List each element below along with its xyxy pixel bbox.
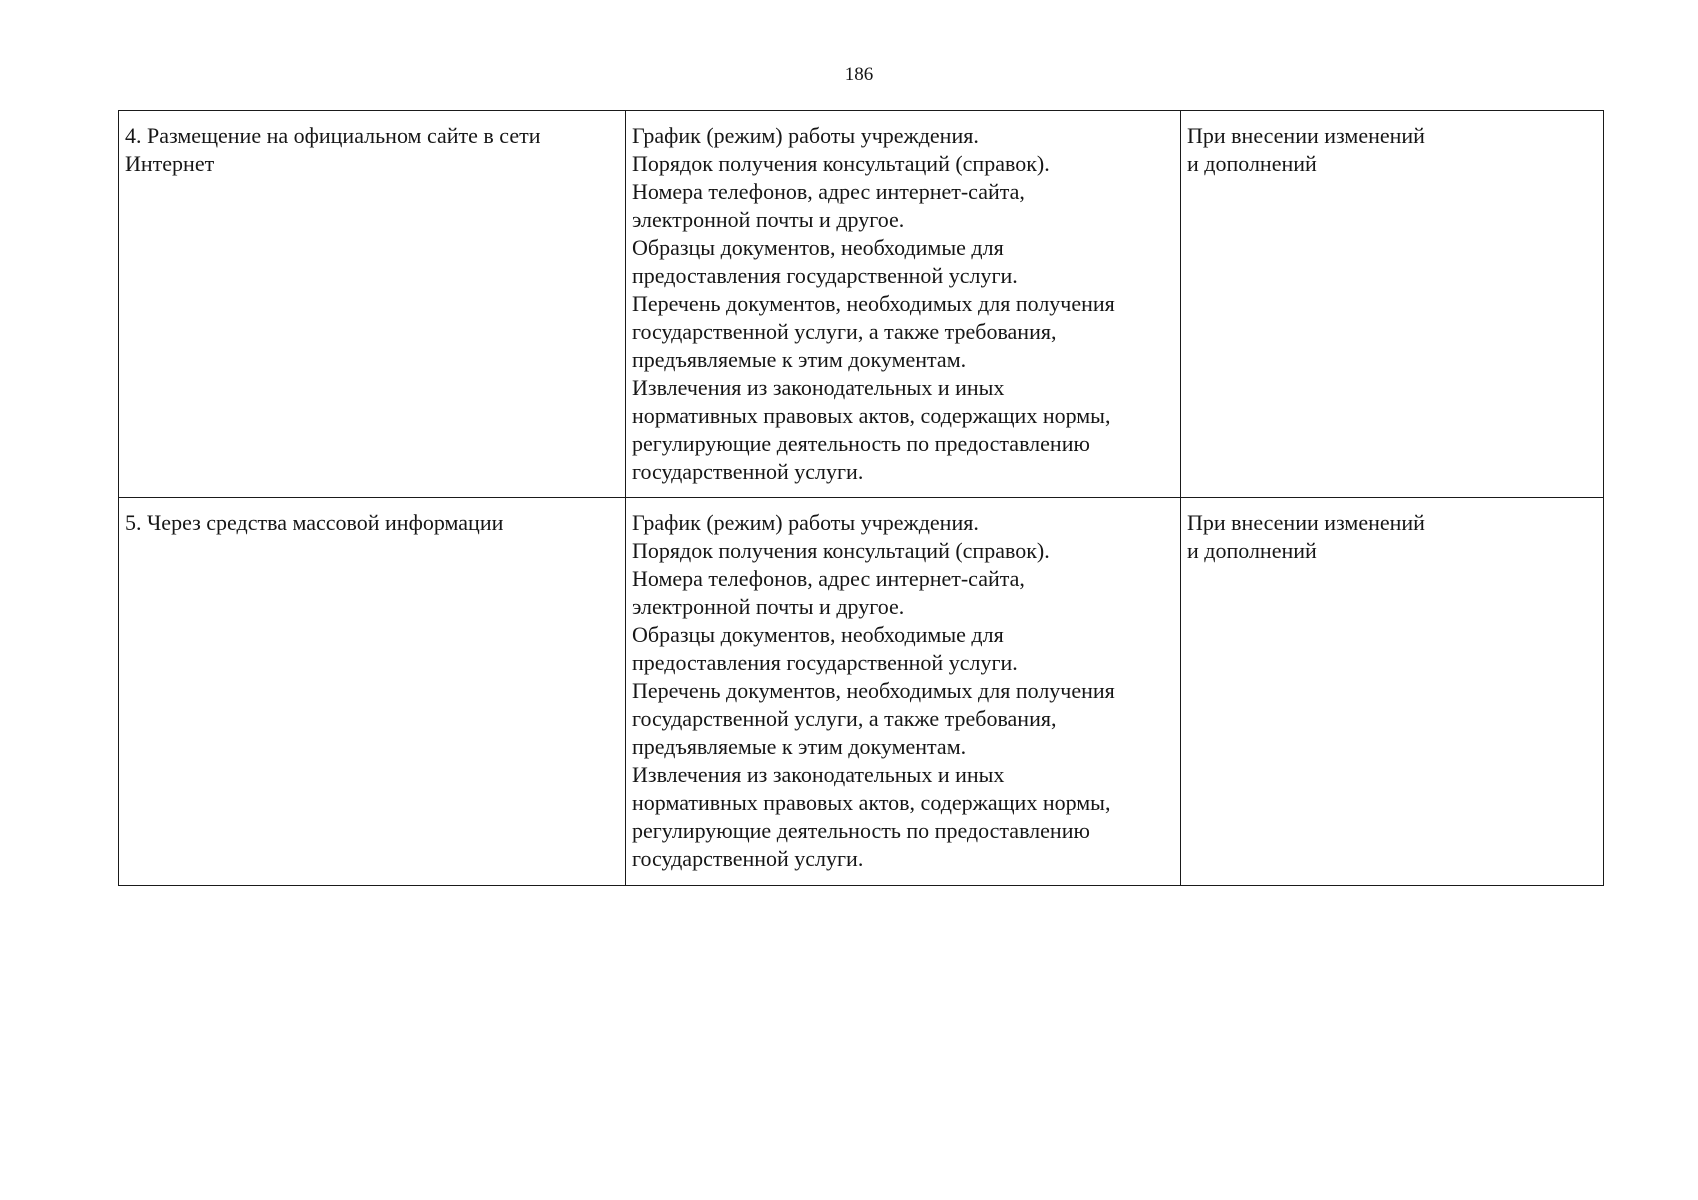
content-line: государственной услуги. — [632, 459, 864, 484]
content-line: государственной услуги, а также требования, — [632, 706, 1057, 731]
content-line: предоставления государственной услуги. — [632, 263, 1018, 288]
frequency-line: При внесении изменений — [1187, 123, 1425, 148]
content-line: нормативных правовых актов, содержащих нормы, — [632, 403, 1111, 428]
method-line: Интернет — [125, 151, 215, 176]
frequency-line: и дополнений — [1187, 151, 1317, 176]
content-cell — [626, 498, 1181, 886]
content-line: предъявляемые к этим документам. — [632, 734, 967, 759]
content-line: регулирующие деятельность по предоставлению — [632, 431, 1090, 456]
content-line: Порядок получения консультаций (справок). — [632, 151, 1050, 176]
method-cell — [119, 498, 626, 886]
content-line: электронной почты и другое. — [632, 207, 905, 232]
content-line: предъявляемые к этим документам. — [632, 347, 967, 372]
content-line: Перечень документов, необходимых для получения — [632, 678, 1115, 703]
page-number: 186 — [844, 64, 874, 85]
content-line: Номера телефонов, адрес интернет-сайта, — [632, 179, 1025, 204]
content-line: Порядок получения консультаций (справок). — [632, 538, 1050, 563]
method-line: 5. Через средства массовой информации — [125, 510, 504, 535]
content-line: электронной почты и другое. — [632, 594, 905, 619]
frequency-line: и дополнений — [1187, 538, 1317, 563]
content-line: Номера телефонов, адрес интернет-сайта, — [632, 566, 1025, 591]
content-line: государственной услуги, а также требования, — [632, 319, 1057, 344]
content-line: Извлечения из законодательных и иных — [632, 375, 1005, 400]
content-line: Перечень документов, необходимых для получения — [632, 291, 1115, 316]
content-line: График (режим) работы учреждения. — [632, 510, 979, 535]
frequency-cell — [1181, 111, 1604, 498]
frequency-cell — [1181, 498, 1604, 886]
table-row — [119, 498, 1604, 886]
frequency-line: При внесении изменений — [1187, 510, 1425, 535]
content-line: предоставления государственной услуги. — [632, 650, 1018, 675]
content-line: График (режим) работы учреждения. — [632, 123, 979, 148]
method-cell — [119, 111, 626, 498]
content-line: регулирующие деятельность по предоставлению — [632, 818, 1090, 843]
content-line: государственной услуги. — [632, 846, 864, 871]
table-body — [119, 111, 1604, 886]
content-cell — [626, 111, 1181, 498]
content-line: Извлечения из законодательных и иных — [632, 762, 1005, 787]
content-line: нормативных правовых актов, содержащих нормы, — [632, 790, 1111, 815]
content-line: Образцы документов, необходимые для — [632, 622, 1004, 647]
method-line: 4. Размещение на официальном сайте в сети — [125, 123, 541, 148]
table-row — [119, 111, 1604, 498]
content-line: Образцы документов, необходимые для — [632, 235, 1004, 260]
info-table — [118, 110, 1604, 886]
